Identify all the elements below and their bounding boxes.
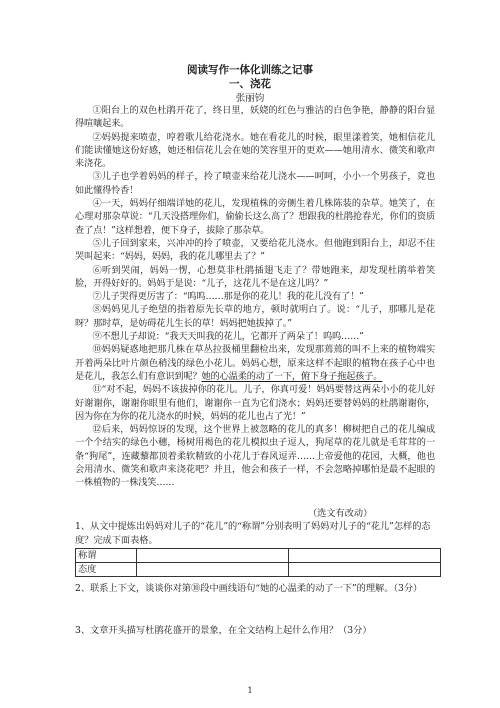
answer-cell[interactable] — [137, 563, 289, 577]
document-title: 阅读写作一体化训练之记事 — [187, 64, 313, 76]
table-row-label: 态度 — [76, 563, 137, 577]
author-name: 张丽钧 — [235, 93, 265, 104]
paragraph-11: ⑪“对不起，妈妈不该拔掉你的花儿。儿子，你真可爱！妈妈要替这两朵小小的花儿好好谢谢你，谢谢你眼里有他们，谢谢你一直为它们浇水；妈妈还要替妈妈的杜鹃谢谢你，因为你在为你的花儿浇水的时候，妈妈的花儿也占了光！” — [75, 384, 435, 422]
answer-cell[interactable] — [289, 549, 441, 563]
answer-cell[interactable] — [289, 563, 441, 577]
underlined-sentence: 她的心温柔的动了一下，俯下身子拖起孩子。 — [201, 370, 383, 382]
article-body — [75, 104, 435, 490]
paragraph-7: ⑦儿子哭得更厉害了：“呜呜……那是你的花儿！我的花儿没有了！” — [92, 291, 364, 303]
question-3: 3、文章开头描写杜鹃花盛开的景象，在全文结构上起什么作用？（3分） — [75, 625, 372, 636]
paragraph-2: ②妈妈提来喷壶，哼着歌儿给花浇水。她在看花儿的时候，眼里漾着笑，她相信花儿们能读懂她这份好感，她还相信花儿会在她的笑容里开的更欢——她用清水、微笑和歌声来浇花。 — [75, 131, 435, 170]
paragraph-9: ⑨不想儿子却说：“我天天叫我的花儿，它都开了两朵了！呜呜……” — [92, 331, 364, 343]
question-2: 2、联系上下文，谈谈你对第⑩段中画线语句“她的心温柔的动了一下”的理解。（3分） — [75, 583, 423, 594]
source-note: （选文有改动） — [308, 508, 373, 519]
paragraph-3: ③儿子也学着妈妈的样子，拎了喷壶来给花儿浇水——呵呵，小小一个男孩子，竟也如此懂得怜香！ — [75, 171, 435, 196]
answer-table — [75, 548, 441, 577]
paragraph-1: ①阳台上的双色杜鹃开花了，终日里，妖娆的红色与雅洁的白色争艳，静静的阳台显得喧嚷起来。 — [75, 105, 435, 130]
paragraph-10 — [75, 343, 435, 383]
answer-cell[interactable] — [137, 549, 289, 563]
question-1: 1、从文中提炼出妈妈对儿子的“花儿”的“称谓”分别表明了妈妈对儿子的“花儿”怎样的态度？完成下面表格。 — [75, 521, 431, 546]
paragraph-8: ⑧妈妈见儿子绝望的指着原先长草的地方，顿时就明白了。说：“儿子，那哪儿是花呀？那时草，是妨碍花儿生长的草！妈妈把她拔掉了。” — [75, 304, 435, 329]
paragraph-5: ⑤儿子回到家来，兴冲冲的拎了喷壶，又要给花儿浇水。但他跑到阳台上，却忍不住哭叫起来：“妈妈，妈妈，我的花儿哪里去了？” — [75, 237, 435, 263]
paragraph-12: ⑫后来，妈妈惊讶的发现，这个世界上被忽略的花儿的真多！柳树把自己的花儿编成一个个结实的绿色小穗，杨树用褐色的花儿模拟虫子逗人，狗尾草的花儿就是毛茸茸的一条“狗尾”，连藏藜都顶着柔软精致的小花儿于春风逗弄……上帝爱他的花园，大概，他也会用清水、微笑和歌声来浇花吧？并且，他会和孩子一样，不会忽略掉哪怕是最不起眼的一株植物的一株浅笑…… — [75, 424, 435, 489]
page-number: 1 — [247, 686, 253, 695]
section-title: 一、浇花 — [229, 78, 271, 90]
table-row-label: 称谓 — [76, 549, 137, 563]
table-row — [76, 549, 441, 563]
table-row — [76, 563, 441, 577]
paragraph-10-text: ⑩妈妈疑惑地把那几株在草丛拉扱桶里翻检出来，发现那蔫蔫的叫不上来的植物端实开着两朵比叶片颜色稍浅的绿色小花儿。妈妈心想，原来这样不起眼的植物在孩子心中也是花儿，我怎么们有意识到呢？ — [75, 344, 435, 382]
paragraph-6: ⑥听到哭闹，妈妈一愣，心想莫非杜鹃插翅飞走了？带她跑来，却发现杜鹃举着笑脸，开得好好的。妈妈于是说：“儿子，这花儿不是在这儿吗？” — [75, 264, 435, 289]
paragraph-4: ④一天，妈妈仔细端详她的花儿，发现植株的旁侧生着几株陈装的杂草。她笑了，在心理对那杂草说：“几天没搭理你们，偷偷长这么高了？想跟我的杜鹃抢春光，你们的资质查了点！”这样想着，便下身子，拔除了那杂草。 — [75, 198, 435, 236]
